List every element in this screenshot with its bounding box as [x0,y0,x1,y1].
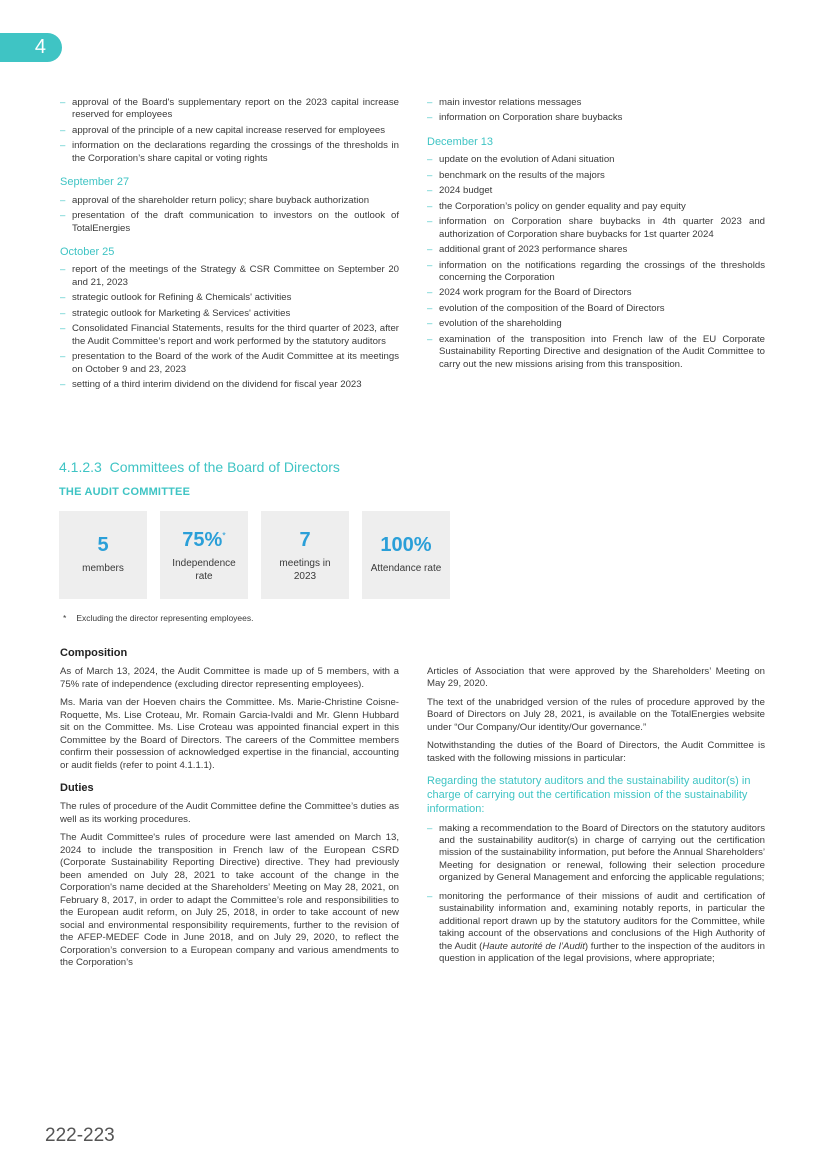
list-item: – monitoring the performance of their missions of audit and certification of sustainability information and, examining notably reports, in particular the additional report drawn up by the statutory auditors for the Committee, while taking account of the observations and conclusions of the High Authority of the Audit (Haute autorité de l’Audit) further to the inspection of the auditors in question in application of the legal provisions, where appropriate; [427,891,765,966]
duties-paragraph: The Audit Committee's rules of procedure were last amended on March 13, 2024 to include the transposition in French law of the European CSRD (Corporate Sustainability Reporting Directive) directive. They had previously been amended on July 28, 2021 to take account of the change in the Corporation's name decided at the Shareholders’ Meeting on May 28, 2021, on February 8, 2017, in order to adapt the Committee’s role and responsibilities to the European audit reform, on July 25, 2018, in order to take account of new social and environmental responsibility requirements, further to the revision of the AFEP-MEDEF Code in June 2018, and on July 29, 2020, to reflect the Corporation’s conversion to a European company and various amendments to the Corporation’s [60,832,399,968]
october-heading: October 25 [60,246,115,259]
footnote-text: Excluding the director representing employees. [76,613,254,623]
december-heading: December 13 [427,135,494,148]
intro-list-left [60,97,399,165]
kpi-attendance [362,511,450,599]
kpi-label: meetings in 2023 [279,558,331,582]
kpi-members [59,511,147,599]
september-list [60,195,399,235]
list-item: – Consolidated Financial Statements, results for the third quarter of 2023, after the Audit Committee’s report and work performed by the statutory auditors [60,323,399,348]
october-list [60,264,399,391]
list-item: – 2024 work program for the Board of Directors [427,287,765,299]
kpi-value: 75%* [182,529,226,551]
kpi-label: Independence rate [172,558,236,582]
duties-heading: Duties [60,782,94,795]
subsection-title: THE AUDIT COMMITTEE [59,486,191,498]
list-item: – evolution of the composition of the Board of Directors [427,303,765,315]
list-item: – making a recommendation to the Board of Directors on the statutory auditors and the sustainability auditor(s) in charge of carrying out the certification mission of the sustainability information, put before the Annual Shareholders’ Meeting for designation or renewal, following their selection procedure organized by General Management and enforcing the applicable regulations; [427,823,765,885]
list-item: – presentation to the Board of the work of the Audit Committee at its meetings on October 9 and 23, 2023 [60,351,399,376]
list-item: – approval of the principle of a new capital increase reserved for employees [60,125,399,137]
page-number: 222-223 [45,1125,115,1146]
top-right-column [427,97,765,374]
composition-paragraph: Ms. Maria van der Hoeven chairs the Committee. Ms. Marie-Christine Coisne-Roquette, Ms. Lise Croteau, Mr. Romain Garcia-Ivaldi and Mr. Glenn Hubbard sit on the Committee. Ms. Lise Croteau was appointed financial expert in this Committee by the Board of Directors. The careers of the Committee members confirm their possession of acknowledged expertise in the financial, accounting or audit fields (refer to point 4.1.1.1). [60,697,399,771]
list-item: – the Corporation’s policy on gender equality and pay equity [427,201,765,213]
list-item: – report of the meetings of the Strategy & CSR Committee on September 20 and 21, 2023 [60,264,399,289]
list-item: – update on the evolution of Adani situation [427,154,765,166]
footnote [63,613,254,624]
list-item: – evolution of the shareholding [427,318,765,330]
list-item: – benchmark on the results of the majors [427,170,765,182]
list-item: – examination of the transposition into French law of the EU Corporate Sustainability Reporting Directive and designation of the Audit Committee to carry out the new missions arising from this transposition. [427,334,765,371]
composition-heading: Composition [60,647,128,659]
top-left-column [60,97,399,395]
auditors-heading: Regarding the statutory auditors and the sustainability auditor(s) in charge of carrying out the certification mission of the sustainability information: [427,775,751,815]
kpi-value: 7 [299,529,311,551]
list-item: – additional grant of 2023 performance shares [427,244,765,256]
list-item: – presentation of the draft communication to investors on the outlook of TotalEnergies [60,210,399,235]
italic-term: Haute autorité de l’Audit [482,940,585,952]
composition-paragraph: As of March 13, 2024, the Audit Committee is made up of 5 members, with a 75% rate of independence (excluding director representing employees). [60,666,399,690]
list-item: – information on Corporation share buybacks [427,112,765,124]
kpi-footnote-marker: * [222,530,226,541]
kpi-label: Attendance rate [370,563,442,574]
list-item: – 2024 budget [427,185,765,197]
list-item: – information on Corporation share buybacks in 4th quarter 2023 and authorization of Corporation share buybacks for 1st quarter 2024 [427,216,765,241]
intro-list-right [427,97,765,125]
list-item: – information on the declarations regarding the crossings of the thresholds in the Corporation’s share capital or voting rights [60,140,399,165]
list-item: – approval of the Board's supplementary report on the 2023 capital increase reserved for employees [60,97,399,122]
rules-paragraph: The text of the unabridged version of the rules of procedure approved by the Board of Directors on July 28, 2021, is available on the TotalEnergies website under “Our Company/Our identity/Our governance.” [427,696,765,733]
list-item: – information on the notifications regarding the crossings of the thresholds concerning the Corporation [427,260,765,285]
rules-paragraph: Notwithstanding the duties of the Board of Directors, the Audit Committee is tasked with the following missions in particular: [427,740,765,764]
list-item: – main investor relations messages [427,97,765,109]
bottom-right-column [427,666,765,969]
december-list [427,154,765,371]
list-item: – approval of the shareholder return policy; share buyback authorization [60,195,399,207]
kpi-meetings [261,511,349,599]
chapter-tab: 4 [0,33,62,62]
duties-paragraph: The rules of procedure of the Audit Committee define the Committee’s duties as well as its working procedures. [60,801,399,825]
kpi-value: 5 [97,534,109,556]
missions-list [427,823,765,966]
kpi-label: members [82,563,124,574]
kpi-independence [160,511,248,599]
bottom-left-column [60,646,399,975]
september-heading: September 27 [60,176,130,189]
rules-paragraph: Articles of Association that were approved by the Shareholders’ Meeting on May 29, 2020. [427,666,765,690]
kpi-value: 100% [380,534,432,556]
footnote-marker: * [63,613,67,623]
section-title: 4.1.2.3 Committees of the Board of Directors [59,459,340,475]
list-item: – strategic outlook for Refining & Chemicals' activities [60,292,399,304]
list-item: – strategic outlook for Marketing & Services' activities [60,308,399,320]
list-item: – setting of a third interim dividend on the dividend for fiscal year 2023 [60,379,399,391]
